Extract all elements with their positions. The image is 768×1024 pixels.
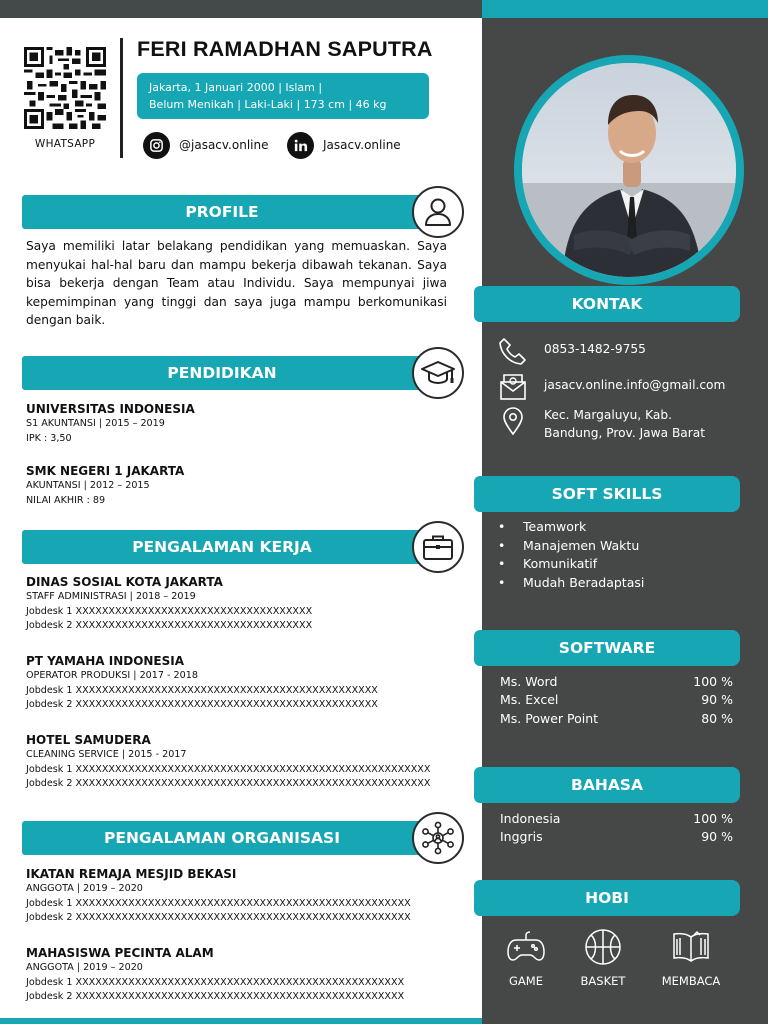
bottom-bar-accent	[0, 1018, 482, 1024]
language-level: 100 %	[693, 811, 733, 826]
section-title: SOFT SKILLS	[551, 485, 663, 503]
network-people-icon	[412, 812, 464, 864]
entry-line: Jobdesk 1 XXXXXXXXXXXXXXXXXXXXXXXXXXXXXXXXXXXX	[26, 605, 313, 617]
skill-name: Mudah Beradaptasi	[523, 575, 645, 591]
phone-icon	[498, 336, 528, 366]
contact-address	[498, 406, 748, 442]
gamepad-icon	[506, 930, 546, 964]
skill-name: Teamwork	[523, 519, 587, 534]
hobby-item	[491, 930, 561, 988]
section-header-bar	[22, 821, 422, 855]
address-line: Kec. Margaluyu, Kab.	[544, 408, 672, 422]
list-item	[498, 518, 644, 537]
section-title: HOBI	[585, 889, 629, 907]
instagram-handle: @jasacv.online	[179, 138, 269, 152]
phone-number: 0853-1482-9755	[544, 342, 646, 356]
personal-info-line: Belum Menikah | Laki-Laki | 173 cm | 46 kg	[149, 98, 387, 111]
software-level: 100 %	[693, 674, 733, 689]
entry-line: Jobdesk 1 XXXXXXXXXXXXXXXXXXXXXXXXXXXXXXXXXXXXXXXXXXXXXXXXXXX	[26, 897, 411, 909]
list-item	[500, 828, 733, 846]
education-entry	[26, 401, 466, 446]
section-organization	[22, 819, 464, 857]
section-header-bar	[22, 356, 422, 390]
address-line: Bandung, Prov. Jawa Barat	[544, 426, 706, 440]
profile-photo	[522, 63, 736, 277]
software-level: 80 %	[701, 710, 733, 726]
header-divider	[120, 38, 123, 158]
personal-info-line: Jakarta, 1 Januari 2000 | Islam |	[149, 81, 323, 94]
top-bar-accent	[482, 0, 768, 18]
work-entry	[26, 732, 466, 792]
entry-line: Jobdesk 2 XXXXXXXXXXXXXXXXXXXXXXXXXXXXXXXXXXXXXXXXXXXXXXXXXXX	[26, 912, 411, 923]
software-name: Ms. Power Point	[500, 710, 599, 726]
basketball-icon	[583, 927, 623, 967]
entry-title: IKATAN REMAJA MESJID BEKASI	[26, 867, 237, 881]
section-title: PENGALAMAN KERJA	[132, 538, 312, 556]
section-title: KONTAK	[571, 295, 643, 313]
book-icon	[670, 930, 712, 964]
work-entry	[26, 653, 466, 713]
bullet: •	[498, 519, 506, 534]
list-item	[500, 710, 733, 728]
entry-line: Jobdesk 2 XXXXXXXXXXXXXXXXXXXXXXXXXXXXXXXXXXXX	[26, 620, 313, 631]
section-profile	[22, 193, 464, 231]
list-item	[500, 673, 733, 691]
contact-email[interactable]	[498, 372, 748, 402]
list-item	[498, 555, 644, 574]
entry-title: HOTEL SAMUDERA	[26, 733, 151, 747]
list-item	[500, 810, 733, 828]
entry-title: DINAS SOSIAL KOTA JAKARTA	[26, 575, 223, 589]
entry-title: PT YAMAHA INDONESIA	[26, 654, 185, 668]
entry-title: MAHASISWA PECINTA ALAM	[26, 946, 214, 960]
section-work-experience	[22, 528, 464, 566]
section-language	[474, 767, 740, 803]
profile-text: Saya memiliki latar belakang pendidikan yang memuaskan. Saya menyukai hal-hal baru dan mampu bekerja dibawah tekanan. Saya bisa bekerja dengan Team atau Individu. Saya mempunyai jiwa kepemimpinan yang tinggi dan saya juga mampu berkomunikasi dengan baik.	[26, 239, 447, 328]
section-soft-skills	[474, 476, 740, 512]
section-contact	[474, 286, 740, 322]
email-icon	[498, 372, 528, 402]
user-icon	[412, 186, 464, 238]
candidate-name: FERI RAMADHAN SAPUTRA	[137, 37, 433, 61]
education-entry	[26, 463, 466, 508]
entry-title: UNIVERSITAS INDONESIA	[26, 402, 195, 416]
entry-line: STAFF ADMINISTRASI | 2018 – 2019	[26, 591, 196, 602]
software-list	[500, 673, 733, 728]
top-bar-dark	[0, 0, 482, 18]
section-title: BAHASA	[571, 776, 643, 794]
section-title: PENDIDIKAN	[167, 364, 277, 382]
list-item	[498, 537, 644, 556]
personal-info-box	[137, 73, 429, 119]
skill-name: Komunikatif	[523, 556, 598, 572]
hobby-label: BASKET	[580, 974, 626, 988]
bullet: •	[498, 537, 506, 553]
contact-phone[interactable]	[498, 336, 748, 366]
language-name: Indonesia	[500, 811, 561, 826]
soft-skills-list	[498, 518, 644, 593]
section-hobby	[474, 880, 740, 916]
section-header-bar	[22, 530, 422, 564]
entry-line: NILAI AKHIR : 89	[26, 494, 106, 506]
language-list	[500, 810, 733, 847]
software-name: Ms. Word	[500, 674, 558, 689]
list-item	[498, 574, 644, 593]
qr-code-icon[interactable]	[22, 47, 108, 129]
organization-entry	[26, 945, 466, 1005]
language-name: Inggris	[500, 829, 543, 845]
hobby-label: MEMBACA	[661, 974, 721, 988]
hobby-label: GAME	[509, 974, 543, 988]
graduation-cap-icon	[412, 347, 464, 399]
entry-line: CLEANING SERVICE | 2015 - 2017	[26, 749, 187, 760]
software-level: 90 %	[701, 692, 733, 708]
instagram-link[interactable]	[143, 131, 268, 159]
hobby-item	[568, 930, 638, 988]
entry-line: ANGGOTA | 2019 – 2020	[26, 883, 143, 894]
bullet: •	[498, 575, 506, 591]
entry-line: OPERATOR PRODUKSI | 2017 - 2018	[26, 670, 198, 681]
section-title: PENGALAMAN ORGANISASI	[104, 829, 340, 847]
section-software	[474, 630, 740, 666]
work-entry	[26, 574, 466, 634]
entry-line: S1 AKUNTANSI | 2015 – 2019	[26, 418, 165, 429]
location-pin-icon	[498, 406, 528, 436]
instagram-icon	[143, 132, 170, 159]
language-level: 90 %	[701, 829, 733, 845]
linkedin-handle: Jasacv.online	[323, 138, 401, 152]
entry-line: Jobdesk 1 XXXXXXXXXXXXXXXXXXXXXXXXXXXXXXXXXXXXXXXXXXXXXXXXXX	[26, 976, 405, 988]
section-title: PROFILE	[185, 203, 259, 221]
qr-label: WHATSAPP	[34, 138, 96, 150]
entry-line: Jobdesk 1 XXXXXXXXXXXXXXXXXXXXXXXXXXXXXXXXXXXXXXXXXXXXXX	[26, 684, 378, 696]
organization-entry	[26, 866, 466, 926]
entry-line: IPK : 3,50	[26, 432, 72, 444]
entry-line: Jobdesk 2 XXXXXXXXXXXXXXXXXXXXXXXXXXXXXXXXXXXXXXXXXXXXXXXXXXXXXX	[26, 778, 431, 789]
section-header-bar	[22, 195, 422, 229]
briefcase-icon	[412, 521, 464, 573]
entry-line: ANGGOTA | 2019 – 2020	[26, 962, 143, 973]
entry-line: AKUNTANSI | 2012 – 2015	[26, 480, 150, 491]
linkedin-icon	[287, 132, 314, 159]
skill-name: Manajemen Waktu	[523, 537, 640, 553]
list-item	[500, 691, 733, 709]
entry-line: Jobdesk 2 XXXXXXXXXXXXXXXXXXXXXXXXXXXXXXXXXXXXXXXXXXXXXX	[26, 699, 378, 710]
hobby-item	[656, 930, 726, 988]
email-address: jasacv.online.info@gmail.com	[544, 378, 726, 392]
section-title: SOFTWARE	[558, 639, 656, 657]
section-education	[22, 354, 464, 392]
entry-line: Jobdesk 1 XXXXXXXXXXXXXXXXXXXXXXXXXXXXXXXXXXXXXXXXXXXXXXXXXXXXXX	[26, 763, 431, 775]
entry-line: Jobdesk 2 XXXXXXXXXXXXXXXXXXXXXXXXXXXXXXXXXXXXXXXXXXXXXXXXXX	[26, 991, 405, 1002]
entry-title: SMK NEGERI 1 JAKARTA	[26, 464, 185, 478]
bullet: •	[498, 556, 506, 572]
linkedin-link[interactable]	[287, 131, 401, 159]
software-name: Ms. Excel	[500, 692, 559, 708]
